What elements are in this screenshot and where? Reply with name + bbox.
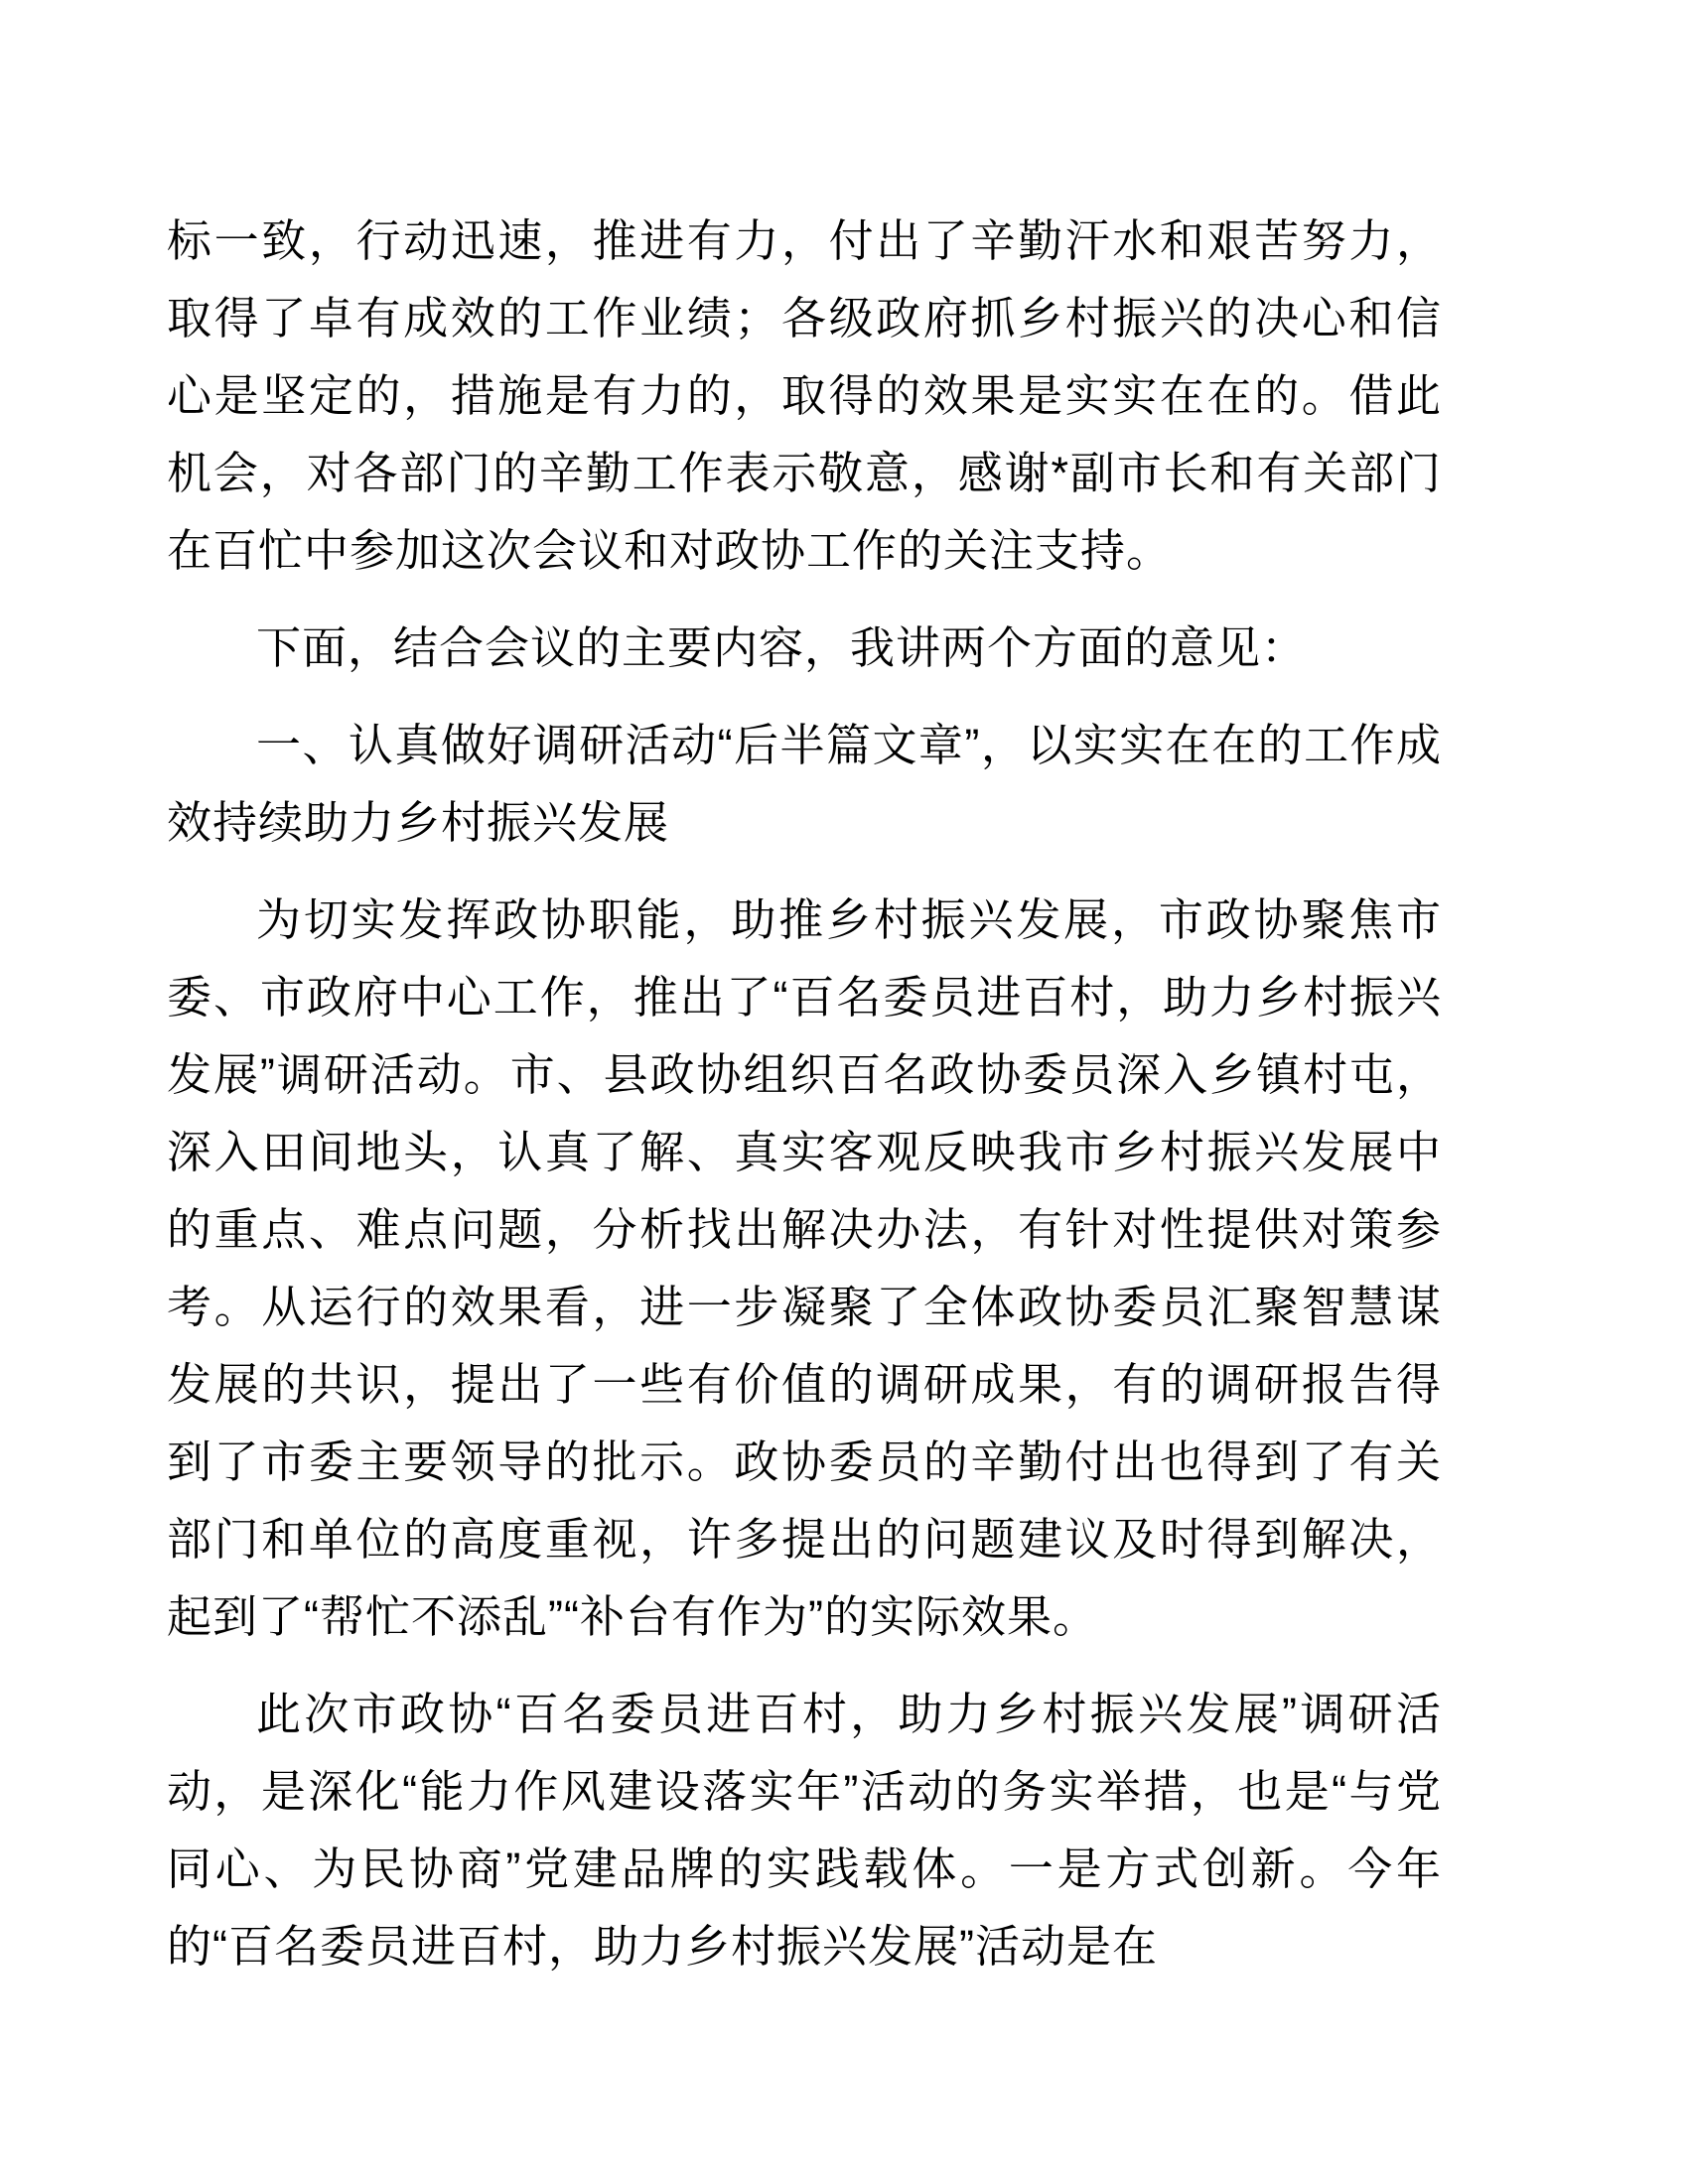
- document-text-block: [167, 203, 1442, 1985]
- paragraph-research-activity-results: 为切实发挥政协职能，助推乡村振兴发展，市政协聚焦市委、市政府中心工作，推出了“百名委员进百村，助力乡村振兴发展”调研活动。市、县政协组织百名政协委员深入乡镇村屯，深入田间地头，认真了解、真实客观反映我市乡村振兴发展中的重点、难点问题，分析找出解决办法，有针对性提供对策参考。从运行的效果看，进一步凝聚了全体政协委员汇聚智慧谋发展的共识，提出了一些有价值的调研成果，有的调研报告得到了市委主要领导的批示。政协委员的辛勤付出也得到了有关部门和单位的高度重视，许多提出的问题建议及时得到解决，起到了“帮忙不添乱”“补台有作为”的实际效果。: [167, 894, 1442, 1642]
- section-one-heading: 一、认真做好调研活动“后半篇文章”，以实实在在的工作成效持续助力乡村振兴发展: [167, 720, 1442, 848]
- paragraph-transition: 下面，结合会议的主要内容，我讲两个方面的意见：: [256, 622, 1308, 673]
- paragraph-continuation: 标一致，行动迅速，推进有力，付出了辛勤汗水和艰苦努力，取得了卓有成效的工作业绩；各级政府抓乡村振兴的决心和信心是坚定的，措施是有力的，取得的效果是实实在在的。借此机会，对各部门的辛勤工作表示敬意，感谢*副市长和有关部门在百忙中参加这次会议和对政协工作的关注支持。: [167, 215, 1442, 576]
- paragraph-activity-significance: 此次市政协“百名委员进百村，助力乡村振兴发展”调研活动，是深化“能力作风建设落实年”活动的务实举措，也是“与党同心、为民协商”党建品牌的实践载体。一是方式创新。今年的“百名委员进百村，助力乡村振兴发展”活动是在: [167, 1689, 1442, 1972]
